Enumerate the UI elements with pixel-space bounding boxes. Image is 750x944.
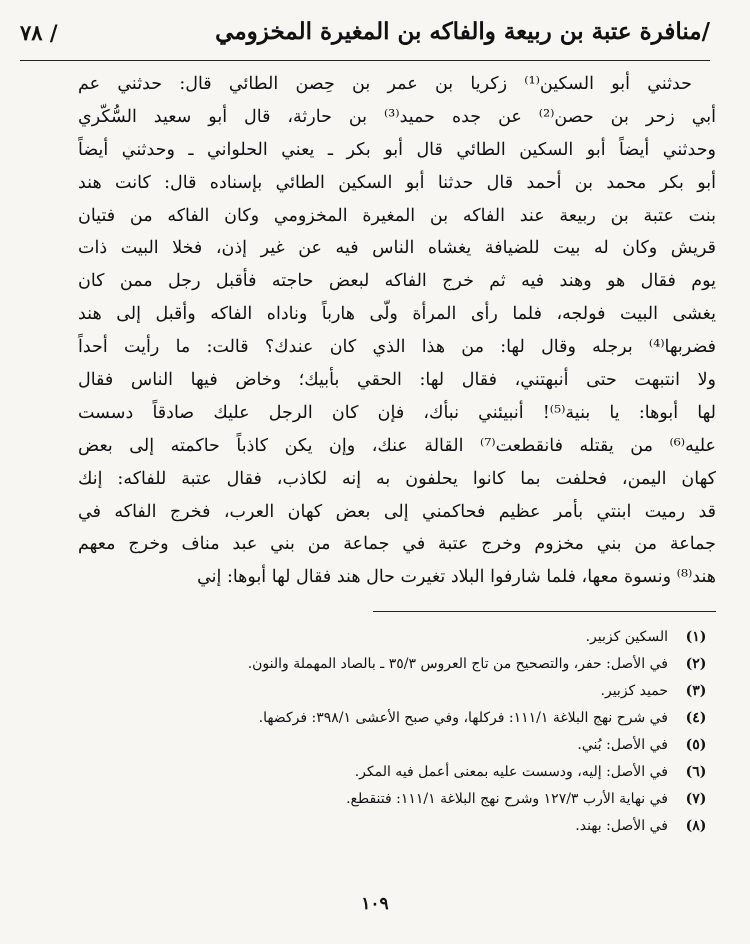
text-line: ولا انتبهت حتى أنبهتني، فقال لها: الحقي بأبيك؛ وخاض فيها الناس فقال: [78, 370, 716, 391]
text-line: أبي زحر بن حصن⁽²⁾ عن جده حميد⁽³⁾ بن حارثة، قال أبو سعيد السُّكّري: [78, 106, 716, 127]
text-line: كهان اليمن، فحلفت بما كانوا يحلفون به إنه لكاذب، فقال عتبة للفاكه: إنك: [78, 468, 716, 489]
footnote-8: [78, 813, 718, 840]
text-line: حدثني أبو السكين⁽¹⁾ زكريا بن عمر بن حِصن الطائي قال: حدثني عم: [78, 74, 692, 94]
header-rule: [20, 60, 710, 61]
footnote-number: (٣): [685, 683, 707, 699]
footnote-7: [78, 786, 718, 813]
footnote-number: (١): [685, 629, 707, 645]
footnote-5: [78, 732, 718, 759]
text-line: هند⁽⁸⁾ ونسوة معها، فلما شارفوا البلاد تغيرت حال هند فقال لها أبوها: إني: [197, 567, 716, 588]
footnote-text: في الأصل: بهند.: [575, 818, 668, 834]
footnote-number: (٥): [685, 737, 707, 753]
text-line: عليه⁽⁶⁾ من يقتله فانقطعت⁽⁷⁾ القالة عنك، وإن يكن كاذباً حاكمته إلى بعض: [78, 435, 716, 456]
footnote-text: في نهاية الأرب ١٢٧/٣ وشرح نهج البلاغة ١١١/١: فتنقطع.: [346, 791, 668, 807]
footnote-text: في الأصل: إليه، ودسست عليه بمعنى أعمل فيه المكر.: [354, 764, 668, 780]
footnote-text: في شرح نهج البلاغة ١١١/١: فركلها، وفي صبح الأعشى ٣٩٨/١: فركضها.: [258, 710, 668, 726]
footnote-number: (٢): [685, 656, 707, 672]
main-text: [78, 68, 716, 594]
text-line: لها أبوها: يا بنية⁽⁵⁾! أنبيئني نبأك، فإن كان الرجل عليك صادقاً دسست: [78, 402, 716, 423]
text-line: وحدثني أيضاً أبو السكين الطائي قال أبو بكر ـ يعني الحلواني ـ وحدثني أيضاً: [78, 139, 716, 160]
footnote-text: حميد كزبير.: [600, 683, 668, 699]
text-line: يغشى البيت فولجه، فلما رأى المرأة ولّى هارباً وناداه الفاكه وأقبل إلى هند: [78, 304, 716, 325]
footnote-4: [78, 705, 718, 732]
footnote-2: [78, 651, 718, 678]
header-page-reference: / ٧٨: [20, 20, 58, 45]
footnote-text: في الأصل: بُني.: [577, 737, 668, 753]
text-line: أبو بكر محمد بن أحمد قال حدثنا أبو السكين الطائي بإسناده قال: كانت هند: [78, 172, 716, 193]
footnote-number: (٨): [685, 818, 707, 834]
text-line: جماعة من بني مخزوم وخرج عتبة في جماعة من بني عبد مناف وخرج معهم: [78, 534, 716, 555]
footnotes: [78, 624, 718, 840]
footnote-number: (٧): [685, 791, 707, 807]
text-line: قريش وكان له بيت للضيافة يغشاه الناس فيه عن غير إذن، فخلا البيت ذات: [78, 238, 716, 259]
footnote-text: في الأصل: حفر، والتصحيح من تاج العروس ٣٥/٣ ـ بالصاد المهملة والنون.: [247, 656, 668, 672]
footnote-separator: [373, 611, 716, 612]
page-number: ١٠٩: [361, 894, 389, 914]
footnote-text: السكين كزبير.: [585, 629, 668, 645]
text-line: فضربها⁽⁴⁾ برجله وقال لها: من هذا الذي كان عندك؟ قالت: ما رأيت أحداً: [78, 337, 716, 358]
text-line: يوم فقال هو وهند فيه ثم خرج الفاكه لبعض حاجته فأقبل رجل ممن كان: [78, 271, 716, 292]
running-header: [20, 18, 710, 62]
chapter-title: /منافرة عتبة بن ربيعة والفاكه بن المغيرة المخزومي: [215, 18, 710, 45]
text-line: قد رميت ابنتي بأمر عظيم فحاكمني إلى بعض كهان العرب، فخرج الفاكه في: [78, 501, 716, 522]
footnote-6: [78, 759, 718, 786]
text-line: بنت عتبة بن ربيعة عند الفاكه بن المغيرة المخزومي وكان الفاكه من فتيان: [78, 205, 716, 226]
footnote-number: (٦): [685, 764, 707, 780]
footnote-1: [78, 624, 718, 651]
footnote-3: [78, 678, 718, 705]
footnote-number: (٤): [685, 710, 707, 726]
